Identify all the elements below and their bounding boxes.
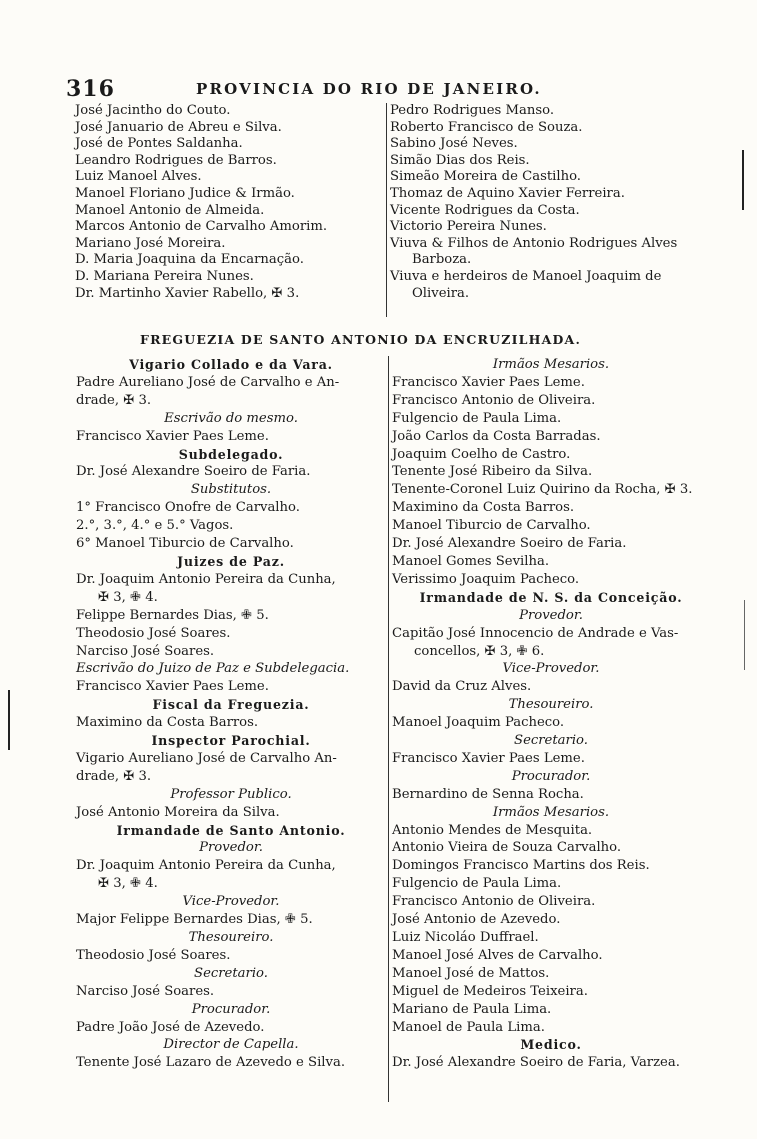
entry: Dr. Joaquim Antonio Pereira da Cunha, bbox=[76, 571, 336, 587]
entry: Verissimo Joaquim Pacheco. bbox=[392, 571, 580, 587]
list-item: Simeão Moreira de Castilho. bbox=[390, 169, 581, 185]
list-item: Sabino José Neves. bbox=[390, 136, 518, 152]
top-right-list bbox=[390, 103, 710, 302]
page-header bbox=[66, 76, 686, 102]
entry: Manoel José Alves de Carvalho. bbox=[392, 947, 603, 963]
list-item: Luiz Manoel Alves. bbox=[75, 169, 202, 185]
entry: Capitão José Innocencio de Andrade e Vas- bbox=[392, 625, 679, 641]
heading: Irmandade de Santo Antonio. bbox=[116, 822, 346, 838]
entry: Manoel Gomes Sevilha. bbox=[392, 553, 550, 569]
entry: Francisco Xavier Paes Leme. bbox=[392, 750, 585, 766]
heading: Subdelegado. bbox=[178, 446, 284, 462]
entry: Tenente José Lazaro de Azevedo e Silva. bbox=[76, 1055, 346, 1071]
list-item: Roberto Francisco de Souza. bbox=[390, 119, 583, 135]
entry: Mariano de Paula Lima. bbox=[392, 1001, 552, 1017]
entry: 6° Manoel Tiburcio de Carvalho. bbox=[76, 536, 294, 552]
entry: Antonio Mendes de Mesquita. bbox=[392, 822, 593, 838]
entry: drade, ✠ 3. bbox=[76, 768, 152, 784]
subheading: Secretario. bbox=[514, 733, 588, 749]
margin-mark bbox=[744, 600, 745, 670]
entry: Miguel de Medeiros Teixeira. bbox=[392, 983, 588, 999]
list-item: Viuva & Filhos de Antonio Rodrigues Alves bbox=[390, 235, 678, 251]
page-title: PROVINCIA DO RIO DE JANEIRO. bbox=[196, 80, 542, 98]
top-left-list bbox=[75, 103, 385, 302]
entry: Padre João José de Azevedo. bbox=[76, 1019, 265, 1035]
entry: Antonio Vieira de Souza Carvalho. bbox=[392, 840, 622, 856]
list-item: Leandro Rodrigues de Barros. bbox=[75, 152, 277, 168]
heading: Inspector Parochial. bbox=[151, 733, 311, 749]
subheading: Thesoureiro. bbox=[508, 697, 594, 713]
entry: Theodosio José Soares. bbox=[76, 625, 231, 641]
entry: Manoel José de Mattos. bbox=[392, 965, 550, 981]
entry: Francisco Xavier Paes Leme. bbox=[392, 374, 585, 390]
margin-mark bbox=[8, 690, 10, 750]
entry: José Antonio de Azevedo. bbox=[392, 912, 561, 928]
entry: Narciso José Soares. bbox=[76, 983, 215, 999]
entry: Narciso José Soares. bbox=[76, 643, 215, 659]
list-item: D. Mariana Pereira Nunes. bbox=[75, 268, 254, 284]
heading: Fiscal da Freguezia. bbox=[152, 697, 310, 713]
entry: Joaquim Coelho de Castro. bbox=[392, 446, 571, 462]
entry: Dr. Joaquim Antonio Pereira da Cunha, bbox=[76, 858, 336, 874]
list-item: Manoel Antonio de Almeida. bbox=[75, 202, 265, 218]
entry: Bernardino de Senna Rocha. bbox=[392, 786, 584, 802]
subheading: Secretario. bbox=[194, 965, 268, 981]
entry: Tenente-Coronel Luiz Quirino da Rocha, ✠ 3. bbox=[392, 482, 693, 498]
entry: Dr. José Alexandre Soeiro de Faria. bbox=[76, 464, 311, 480]
entry: Maximino da Costa Barros. bbox=[392, 500, 575, 516]
entry: Theodosio José Soares. bbox=[76, 947, 231, 963]
entry: Luiz Nicoláo Duffrael. bbox=[392, 930, 539, 945]
column-divider bbox=[386, 103, 387, 317]
entry: Francisco Antonio de Oliveira. bbox=[392, 392, 596, 408]
entry: José Antonio Moreira da Silva. bbox=[76, 804, 280, 820]
entry: Domingos Francisco Martins dos Reis. bbox=[392, 858, 650, 874]
left-column bbox=[76, 356, 386, 1072]
heading: Irmandade de N. S. da Conceição. bbox=[419, 589, 683, 605]
entry: Felippe Bernardes Dias, ✙ 5. bbox=[76, 607, 269, 623]
page-number: 316 bbox=[66, 76, 115, 102]
right-column bbox=[392, 356, 710, 1072]
entry: Francisco Xavier Paes Leme. bbox=[76, 679, 269, 695]
list-item: D. Maria Joaquina da Encarnação. bbox=[75, 252, 304, 268]
list-item: Vicente Rodrigues da Costa. bbox=[390, 202, 580, 218]
subheading: Professor Publico. bbox=[170, 786, 292, 802]
subheading: Director de Capella. bbox=[163, 1037, 299, 1053]
list-item: Oliveira. bbox=[412, 285, 470, 301]
column-divider bbox=[388, 356, 389, 1102]
heading: Juizes de Paz. bbox=[177, 553, 285, 569]
subheading: Procurador. bbox=[191, 1001, 271, 1017]
entry: Major Felippe Bernardes Dias, ✙ 5. bbox=[76, 912, 313, 928]
subheading: Procurador. bbox=[511, 768, 591, 784]
entry: João Carlos da Costa Barradas. bbox=[392, 428, 601, 444]
margin-mark bbox=[742, 150, 744, 210]
subheading: Vice-Provedor. bbox=[502, 661, 600, 677]
list-item: José Jacintho do Couto. bbox=[75, 103, 231, 118]
entry: ✠ 3, ✙ 4. bbox=[98, 876, 158, 892]
section-title: FREGUEZIA DE SANTO ANTONIO DA ENCRUZILHADA. bbox=[140, 332, 581, 347]
subheading: Escrivão do mesmo. bbox=[164, 410, 298, 426]
entry: ✠ 3, ✙ 4. bbox=[98, 589, 158, 605]
list-item: José de Pontes Saldanha. bbox=[75, 136, 243, 152]
entry: Manoel Joaquim Pacheco. bbox=[392, 715, 565, 731]
list-item: José Januario de Abreu e Silva. bbox=[75, 119, 282, 135]
list-item: Thomaz de Aquino Xavier Ferreira. bbox=[390, 185, 625, 201]
entry: Francisco Xavier Paes Leme. bbox=[76, 428, 269, 444]
subheading: Substitutos. bbox=[190, 482, 272, 498]
subheading: Thesoureiro. bbox=[188, 930, 274, 945]
list-item: Manoel Floriano Judice & Irmão. bbox=[75, 185, 295, 201]
heading: Vigario Collado e da Vara. bbox=[129, 357, 333, 372]
entry: Dr. José Alexandre Soeiro de Faria, Varzea. bbox=[392, 1055, 680, 1071]
entry: Vigario Aureliano José de Carvalho An- bbox=[76, 750, 337, 766]
subheading: Provedor. bbox=[519, 607, 583, 623]
entry: Dr. José Alexandre Soeiro de Faria. bbox=[392, 536, 627, 552]
list-item: Barboza. bbox=[412, 252, 472, 268]
entry: drade, ✠ 3. bbox=[76, 392, 152, 408]
subheading: Irmãos Mesarios. bbox=[492, 357, 610, 372]
list-item: Pedro Rodrigues Manso. bbox=[390, 103, 555, 118]
list-item: Viuva e herdeiros de Manoel Joaquim de bbox=[390, 268, 662, 284]
list-item: Dr. Martinho Xavier Rabello, ✠ 3. bbox=[75, 285, 300, 301]
entry: Maximino da Costa Barros. bbox=[76, 715, 259, 731]
subheading: Provedor. bbox=[199, 840, 263, 856]
entry: 2.°, 3.°, 4.° e 5.° Vagos. bbox=[76, 518, 234, 534]
heading: Medico. bbox=[520, 1037, 582, 1053]
entry: Tenente José Ribeiro da Silva. bbox=[392, 464, 593, 480]
entry: David da Cruz Alves. bbox=[392, 679, 532, 695]
entry: Padre Aureliano José de Carvalho e An- bbox=[76, 374, 340, 390]
list-item: Mariano José Moreira. bbox=[75, 235, 226, 251]
entry: concellos, ✠ 3, ✙ 6. bbox=[414, 643, 545, 659]
entry: 1° Francisco Onofre de Carvalho. bbox=[76, 500, 300, 516]
entry: Fulgencio de Paula Lima. bbox=[392, 410, 562, 426]
list-item: Simão Dias dos Reis. bbox=[390, 152, 530, 168]
subheading: Escrivão do Juizo de Paz e Subdelegacia. bbox=[76, 661, 350, 677]
entry: Manoel de Paula Lima. bbox=[392, 1019, 545, 1035]
list-item: Marcos Antonio de Carvalho Amorim. bbox=[75, 219, 328, 235]
subheading: Vice-Provedor. bbox=[182, 894, 280, 910]
subheading: Irmãos Mesarios. bbox=[492, 804, 610, 820]
entry: Francisco Antonio de Oliveira. bbox=[392, 894, 596, 910]
list-item: Victorio Pereira Nunes. bbox=[390, 219, 547, 235]
entry: Manoel Tiburcio de Carvalho. bbox=[392, 518, 591, 534]
entry: Fulgencio de Paula Lima. bbox=[392, 876, 562, 892]
